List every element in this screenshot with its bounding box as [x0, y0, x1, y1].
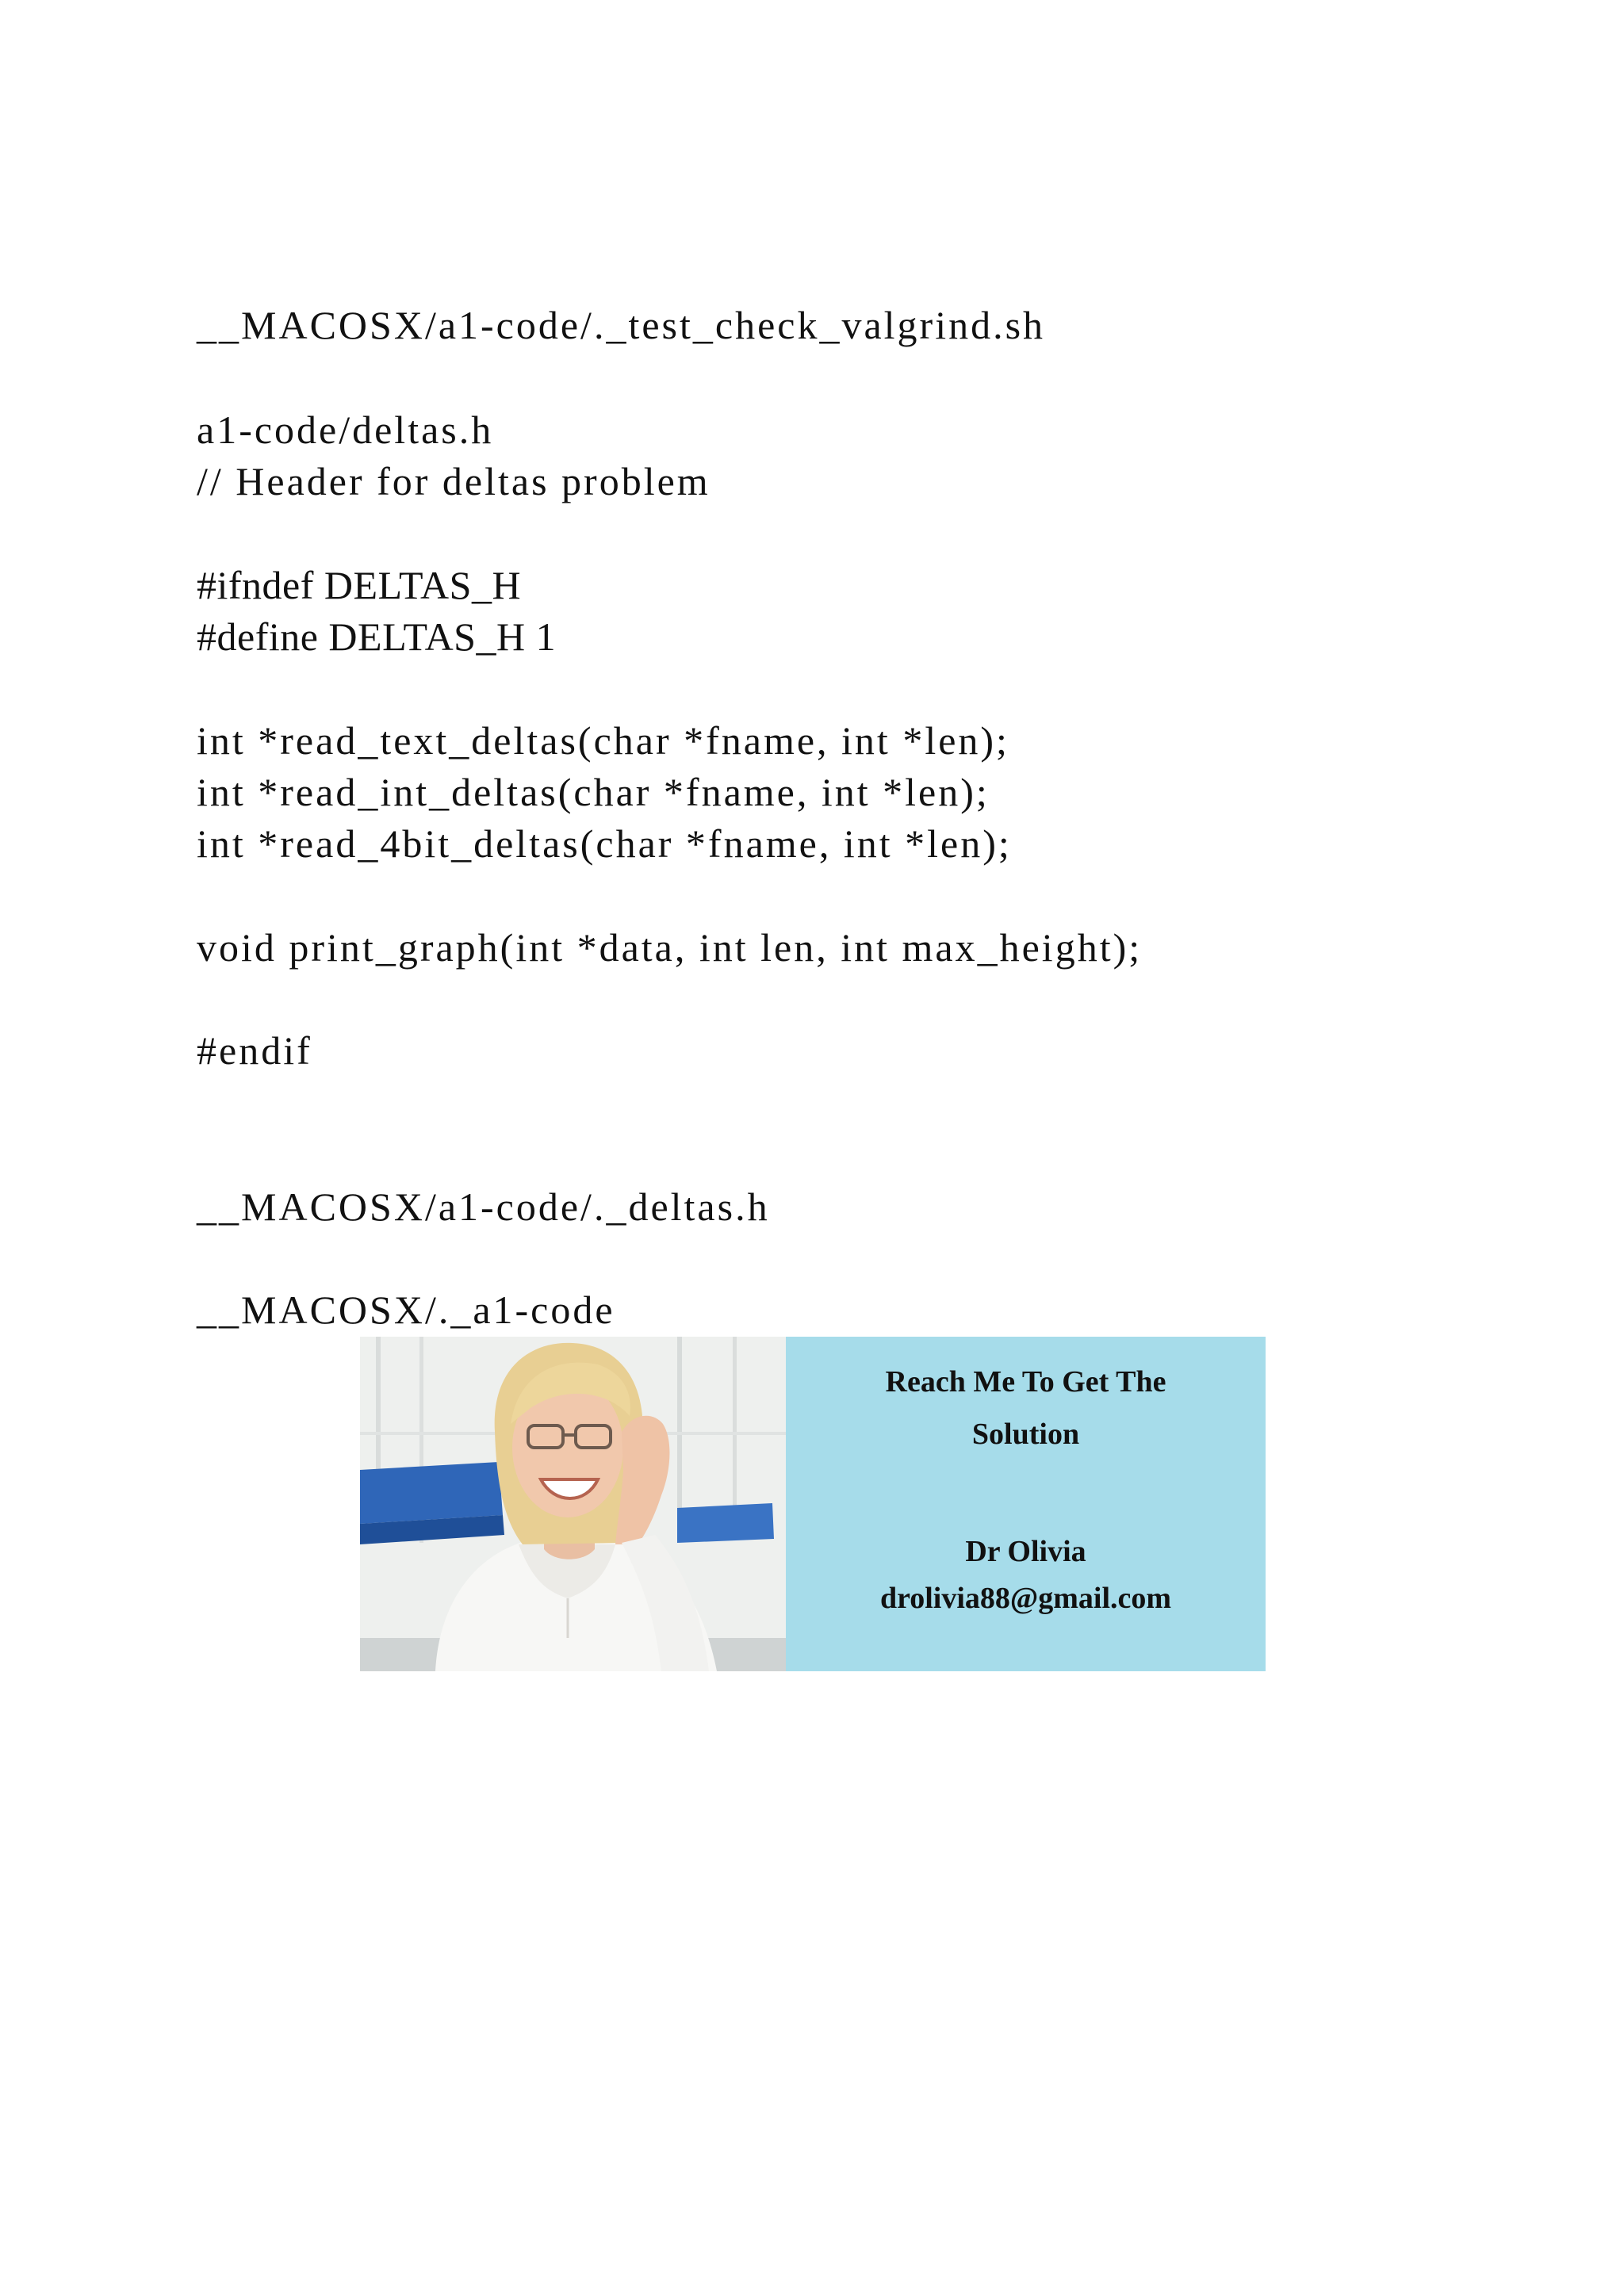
- contact-banner: [360, 1337, 1266, 1671]
- code-line: void print_graph(int *data, int len, int max_height);: [197, 925, 1143, 970]
- woman-photo: [360, 1337, 786, 1671]
- filename-line: __MACOSX/a1-code/._deltas.h: [197, 1184, 770, 1229]
- banner-heading: Reach Me To Get The: [885, 1365, 1166, 1399]
- filename-line: __MACOSX/a1-code/._test_check_valgrind.sh: [197, 303, 1046, 347]
- code-line: #endif: [197, 1028, 312, 1073]
- contact-name: Dr Olivia: [965, 1535, 1086, 1568]
- code-line: int *read_text_deltas(char *fname, int *len);: [197, 718, 1009, 763]
- filename-line: a1-code/deltas.h: [197, 408, 494, 452]
- code-line: int *read_4bit_deltas(char *fname, int *len);: [197, 821, 1012, 866]
- code-line: #ifndef DELTAS_H: [197, 563, 522, 607]
- banner-heading: Solution: [971, 1418, 1080, 1451]
- contact-email[interactable]: drolivia88@gmail.com: [879, 1582, 1172, 1615]
- contact-panel: [786, 1337, 1266, 1671]
- code-line: int *read_int_deltas(char *fname, int *len);: [197, 770, 990, 814]
- filename-line: __MACOSX/._a1-code: [197, 1288, 615, 1332]
- code-comment-line: // Header for deltas problem: [197, 459, 710, 503]
- code-line: #define DELTAS_H 1: [197, 614, 557, 659]
